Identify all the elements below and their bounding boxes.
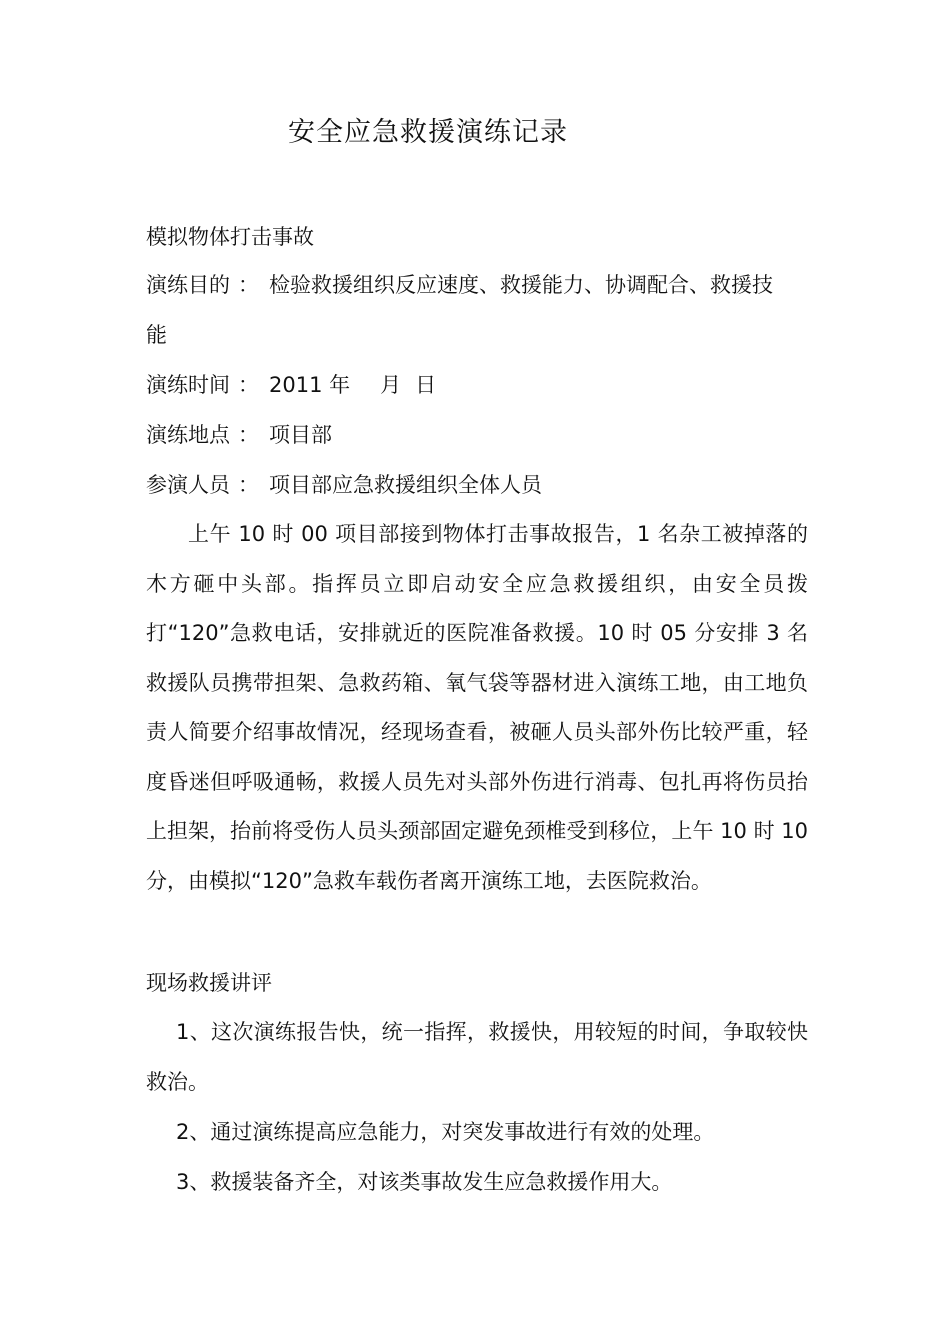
time-day-unit: 日	[415, 373, 437, 397]
review-heading: 现场救援讲评	[146, 971, 272, 995]
location-value: 项目部	[269, 423, 332, 447]
time-month-unit: 月	[380, 373, 402, 397]
review-item: 1、这次演练报告快，统一指挥，救援快，用较短的时间，争取较快救治。	[146, 1020, 808, 1094]
purpose-line	[146, 270, 773, 300]
purpose-sep: ：	[238, 273, 259, 297]
narrative-paragraph: 上午 10 时 00 项目部接到物体打击事故报告，1 名杂工被掉落的木方砸中头部。指挥员立即启动安全应急救援组织，由安全员拨打“120”急救电话，安排就近的医院准备救援。10 时 05 分安排 3 名救援队员携带担架、急救药箱、氧气袋等器材进入演练工地，由工地负责人简要介绍事故情况，经现场查看，被砸人员头部外伤比较严重，轻度昏迷但呼吸通畅，救援人员先对头部外伤进行消毒、包扎再将伤员抬上担架，抬前将受伤人员头颈部固定避免颈椎受到移位，上午 10 时 10 分，由模拟“120”急救车载伤者离开演练工地，去医院救治。	[146, 522, 808, 893]
participants-label: 参演人员	[146, 473, 230, 497]
participants-value: 项目部应急救援组织全体人员	[269, 473, 542, 497]
time-year: 2011	[269, 373, 323, 397]
time-label: 演练时间	[146, 373, 230, 397]
location-line	[146, 420, 332, 450]
purpose-value: 检验救援组织反应速度、救援能力、协调配合、救援技	[269, 273, 773, 297]
time-year-unit: 年	[329, 373, 351, 397]
document-title: 安全应急救援演练记录	[288, 117, 568, 148]
scenario-line: 模拟物体打击事故	[146, 225, 314, 249]
participants-sep: ：	[238, 473, 259, 497]
review-item: 2、通过演练提高应急能力，对突发事故进行有效的处理。	[176, 1120, 715, 1144]
location-sep: ：	[238, 423, 259, 447]
time-sep: ：	[238, 373, 259, 397]
review-item: 3、救援装备齐全，对该类事故发生应急救援作用大。	[176, 1170, 673, 1194]
location-label: 演练地点	[146, 423, 230, 447]
participants-line	[146, 470, 542, 500]
purpose-line-continued: 能	[146, 323, 167, 347]
purpose-label: 演练目的	[146, 273, 230, 297]
time-line	[146, 370, 436, 400]
